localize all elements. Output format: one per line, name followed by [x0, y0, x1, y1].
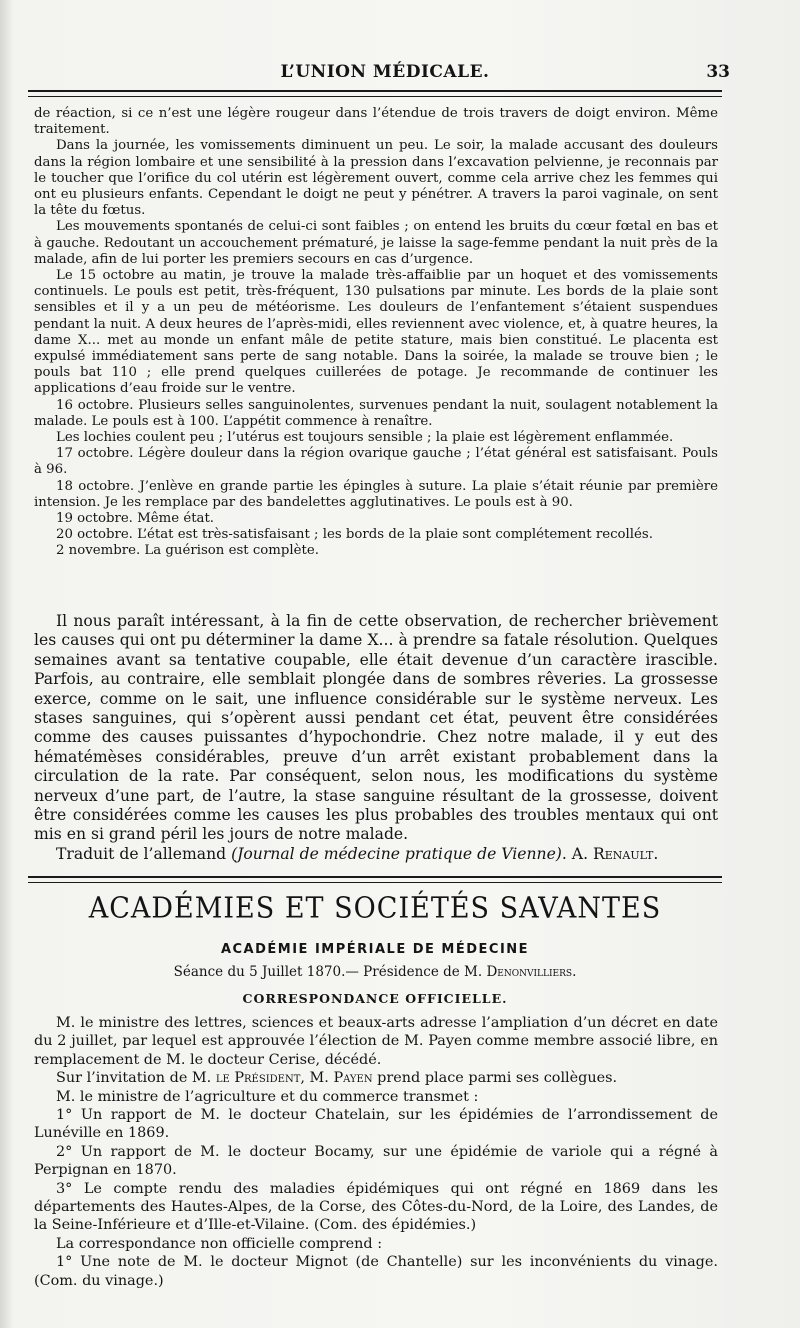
paragraph: Dans la journée, les vomissements diminuent un peu. Le soir, la malade accusant des douleurs dans la région lombaire et une sensibilité à la pression dans l’excavation pelvienne, je reconnais par le toucher que l’orifice du col utérin est légèrement ouvert, comme cela arrive chez les femmes qui ont eu plusieurs enfants. Cependant le doigt ne peut y pénétrer. A travers la paroi vaginale, on sent la tête du fœtus. — [34, 138, 718, 219]
paragraph: 2° Un rapport de M. le docteur Bocamy, sur une épidémie de variole qui a régné à Perpignan en 1870. — [34, 1143, 718, 1179]
paragraph: Le 15 octobre au matin, je trouve la malade très-affaiblie par un hoquet et des vomissements continuels. Le pouls est petit, très-fréquent, 130 pulsations par minute. Les bords de la plaie sont sensibles et il y a un peu de météorisme. Les douleurs de l’enfantement s’étaient suspendues pendant la nuit. A deux heures de l’après-midi, elles reviennent avec violence, et, à quatre heures, la dame X... met au monde un enfant mâle de petite stature, mais bien constitué. Le placenta est expulsé immédiatement sans perte de sang notable. Dans la soirée, la malade se trouve bien ; le pouls bat 110 ; elle prend quelques cuillerées de potage. Je recommande de continuer les applications d’eau froide sur le ventre. — [34, 268, 718, 397]
paragraph: 1° Une note de M. le docteur Mignot (de Chantelle) sur les inconvénients du vinage. (Com. du vinage.) — [34, 1254, 718, 1289]
translator-name: Renault — [592, 844, 654, 863]
commentary-paragraph: Il nous paraît intéressant, à la fin de cette observation, de rechercher brièvement les causes qui ont pu déterminer la dame X... à prendre sa fatale résolution. Quelques semaines avant sa tentative coupable, elle était devenue d’un caractère irascible. Parfois, au contraire, elle semblait plongée dans de sombres rêveries. La grossesse exerce, comme on le sait, une influence considérable sur le système nerveux. Les stases sanguines, qui s’opèrent aussi pendant cet état, peuvent être considérées comme des causes puissantes d’hypochondrie. Chez notre malade, il y eut des hématémèses considérables, preuve d’un arrêt existant probablement dans la circulation de la rate. Par conséquent, selon nous, les modifications du système nerveux d’une part, de l’autre, la stase sanguine résultant de la grossesse, doivent être considérées comme les causes les plus probables des troubles mentaux qui ont mis en si grand péril les jours de notre malade. — [34, 612, 718, 844]
header-rule — [28, 90, 722, 97]
page-header — [40, 58, 730, 88]
translator-source: (Journal de médecine pratique de Vienne) — [231, 844, 562, 863]
paragraph: 1° Un rapport de M. le docteur Chatelain, sur les épidémies de l’arrondissement de Lunéville en 1869. — [34, 1107, 718, 1142]
paragraph: 3° Le compte rendu des maladies épidémiques qui ont régné en 1869 dans les départements des Hautes-Alpes, de la Corse, des Côtes-du-Nord, de la Loire, des Landes, de la Seine-Inférieure et d’Ille-et-Vilaine. (Com. des épidémies.) — [34, 1180, 718, 1234]
paragraph: M. le ministre des lettres, sciences et beaux-arts adresse l’ampliation d’un décret en date du 2 juillet, par lequel est approuvée l’élection de M. Payen comme membre associé libre, en remplacement de M. le docteur Cerise, décédé. — [34, 1015, 718, 1068]
paragraph: 19 octobre. Même état. — [56, 511, 215, 527]
p2-payen: Payen — [333, 1070, 373, 1087]
seance-prefix: Séance du 5 Juillet 1870.— Présidence de M. — [173, 964, 487, 980]
paragraph: 17 octobre. Légère douleur dans la région ovarique gauche ; l’état général est satisfaisant. Pouls à 96. — [34, 446, 718, 478]
translator-credit — [34, 845, 718, 864]
page-number: 33 — [706, 62, 730, 82]
correspondance-heading: CORRESPONDANCE OFFICIELLE. — [242, 991, 508, 1006]
seance-president: Denonvilliers — [486, 964, 573, 980]
paragraph: La correspondance non officielle comprend : — [56, 1235, 383, 1252]
paragraph: 2 novembre. La guérison est complète. — [56, 543, 319, 559]
running-title: L’UNION MÉDICALE. — [280, 62, 490, 82]
p2-president: le Président — [215, 1070, 301, 1087]
paragraph: de réaction, si ce n’est une légère rougeur dans l’étendue de trois travers de doigt environ. Même traitement. — [34, 106, 718, 138]
observation-text — [34, 106, 718, 560]
paragraph: Les mouvements spontanés de celui-ci sont faibles ; on entend les bruits du cœur fœtal en bas et à gauche. Redoutant un accouchement prématuré, je laisse la sage-femme pendant la nuit près de la malade, afin de lui porter les premiers secours en cas d’urgence. — [34, 219, 718, 267]
section-title: ACADÉMIES ET SOCIÉTÉS SAVANTES — [88, 891, 662, 926]
paragraph: 16 octobre. Plusieurs selles sanguinolentes, survenues pendant la nuit, soulagent notablement la malade. Le pouls est à 100. L’appétit commence à renaître. — [34, 397, 718, 429]
translator-suffix: . A. — [561, 844, 593, 863]
paragraph: Les lochies coulent peu ; l’utérus est toujours sensible ; la plaie est légèrement enflammée. — [56, 430, 674, 446]
paragraph: 20 octobre. L’état est très-satisfaisant ; les bords de la plaie sont complétement recollés. — [56, 527, 653, 543]
correspondance-text — [34, 1014, 718, 1290]
paragraph: 18 octobre. J’enlève en grande partie les épingles à suture. La plaie s’était réunie par première intension. Je les remplace par des bandelettes agglutinatives. Le pouls est à 90. — [34, 478, 718, 510]
translator-prefix: Traduit de l’allemand — [56, 844, 232, 863]
p2-prefix: Sur l’invitation de M. — [56, 1070, 216, 1087]
seance-line — [28, 964, 722, 980]
academy-heading: ACADÉMIE IMPÉRIALE DE MÉDECINE — [220, 942, 530, 957]
translator-end: . — [653, 844, 659, 863]
seance-suffix: . — [572, 964, 577, 980]
section-rule — [28, 876, 722, 883]
paragraph — [34, 1069, 718, 1087]
commentary-text — [34, 612, 718, 864]
paragraph: M. le ministre de l’agriculture et du commerce transmet : — [56, 1088, 479, 1105]
p2-mid: , M. — [300, 1070, 334, 1087]
p2-suffix: prend place parmi ses collègues. — [372, 1070, 618, 1087]
